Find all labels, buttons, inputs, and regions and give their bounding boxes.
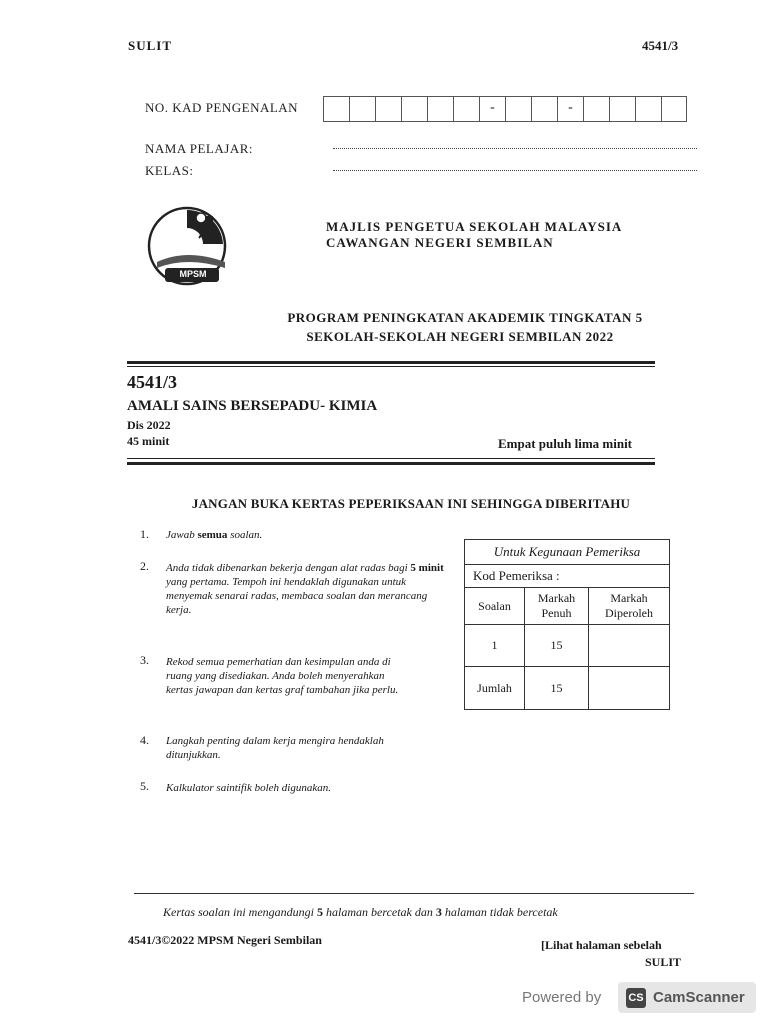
student-name-label: NAMA PELAJAR: (145, 141, 253, 156)
sulit-footer: SULIT (645, 955, 682, 969)
next-page-note: [Lihat halaman sebelah (541, 938, 662, 952)
row-full-marks: 15 (525, 625, 589, 667)
paper-date: Dis 2022 (127, 418, 171, 432)
student-name-line (333, 148, 697, 149)
instruction-3: Rekod semua pemerhatian dan kesimpulan anda di ruang yang disediakan. Anda boleh menyerahkan kertas jawapan dan kertas graf tambahan jika perlu. (166, 656, 399, 696)
ic-separator: - (479, 97, 505, 121)
examiner-code-cell[interactable]: Kod Pemeriksa : (465, 565, 670, 588)
examiner-table-title: Untuk Kegunaan Pemeriksa (465, 540, 670, 565)
total-full-marks: 15 (525, 667, 589, 710)
sulit-header: SULIT (128, 38, 173, 53)
mpsm-logo (143, 204, 235, 286)
class-label: KELAS: (145, 163, 194, 178)
footer-divider (134, 893, 694, 894)
instruction-number: 2. (140, 559, 149, 573)
instruction-number: 4. (140, 733, 149, 747)
col-header-marks-obtained: Markah Diperoleh (589, 588, 670, 625)
powered-by-text: Powered by (522, 989, 602, 1006)
divider-bottom-thin (127, 458, 655, 459)
divider-top-thin (127, 366, 655, 367)
camscanner-badge (618, 982, 756, 1013)
paper-code: 4541/3 (127, 372, 178, 392)
col-header-full-marks: Markah Penuh (525, 588, 589, 625)
divider-bottom (127, 462, 655, 465)
col-header-question: Soalan (465, 588, 525, 625)
page-count-note: Kertas soalan ini mengandungi 5 halaman bercetak dan 3 halaman tidak bercetak (163, 905, 558, 919)
instruction-number: 5. (140, 779, 149, 793)
row-question-number: 1 (465, 625, 525, 667)
program-line2: SEKOLAH-SEKOLAH NEGERI SEMBILAN 2022 (306, 329, 614, 344)
total-marks-obtained[interactable] (589, 667, 670, 710)
organization-line2: CAWANGAN NEGERI SEMBILAN (326, 235, 554, 250)
instruction-2: Anda tidak dibenarkan bekerja dengan alat radas bagi 5 minit yang pertama. Tempoh ini hendaklah digunakan untuk menyemak senarai radas, membaca soalan dan merancang kerja. (166, 562, 444, 616)
do-not-open-warning: JANGAN BUKA KERTAS PEPERIKSAAN INI SEHINGGA DIBERITAHU (191, 496, 631, 511)
camscanner-icon: CS (626, 988, 646, 1008)
camscanner-brand: CamScanner (653, 989, 745, 1006)
logo-text: MPSM (179, 269, 207, 279)
divider-top (127, 361, 655, 364)
ic-separator: - (557, 97, 583, 121)
program-line1: PROGRAM PENINGKATAN AKADEMIK TINGKATAN 5 (287, 310, 643, 325)
organization-line1: MAJLIS PENGETUA SEKOLAH MALAYSIA (326, 219, 623, 234)
paper-title: AMALI SAINS BERSEPADU- KIMIA (127, 398, 378, 414)
class-line (333, 170, 697, 171)
examiner-table (464, 539, 670, 710)
row-marks-obtained[interactable] (589, 625, 670, 667)
instruction-number: 1. (140, 527, 149, 541)
total-label: Jumlah (465, 667, 525, 710)
paper-duration-words: Empat puluh lima minit (498, 436, 633, 451)
instruction-number: 3. (140, 653, 149, 667)
instruction-1: Jawab semua soalan. (166, 529, 263, 541)
ic-label: NO. KAD PENGENALAN (145, 100, 299, 115)
paper-code-header: 4541/3 (642, 38, 679, 53)
paper-duration: 45 minit (127, 434, 170, 448)
instruction-4: Langkah penting dalam kerja mengira hendaklah ditunjukkan. (166, 735, 384, 761)
copyright: 4541/3©2022 MPSM Negeri Sembilan (128, 933, 322, 947)
ic-number-boxes (323, 96, 687, 122)
instruction-5: Kalkulator saintifik boleh digunakan. (166, 782, 331, 794)
